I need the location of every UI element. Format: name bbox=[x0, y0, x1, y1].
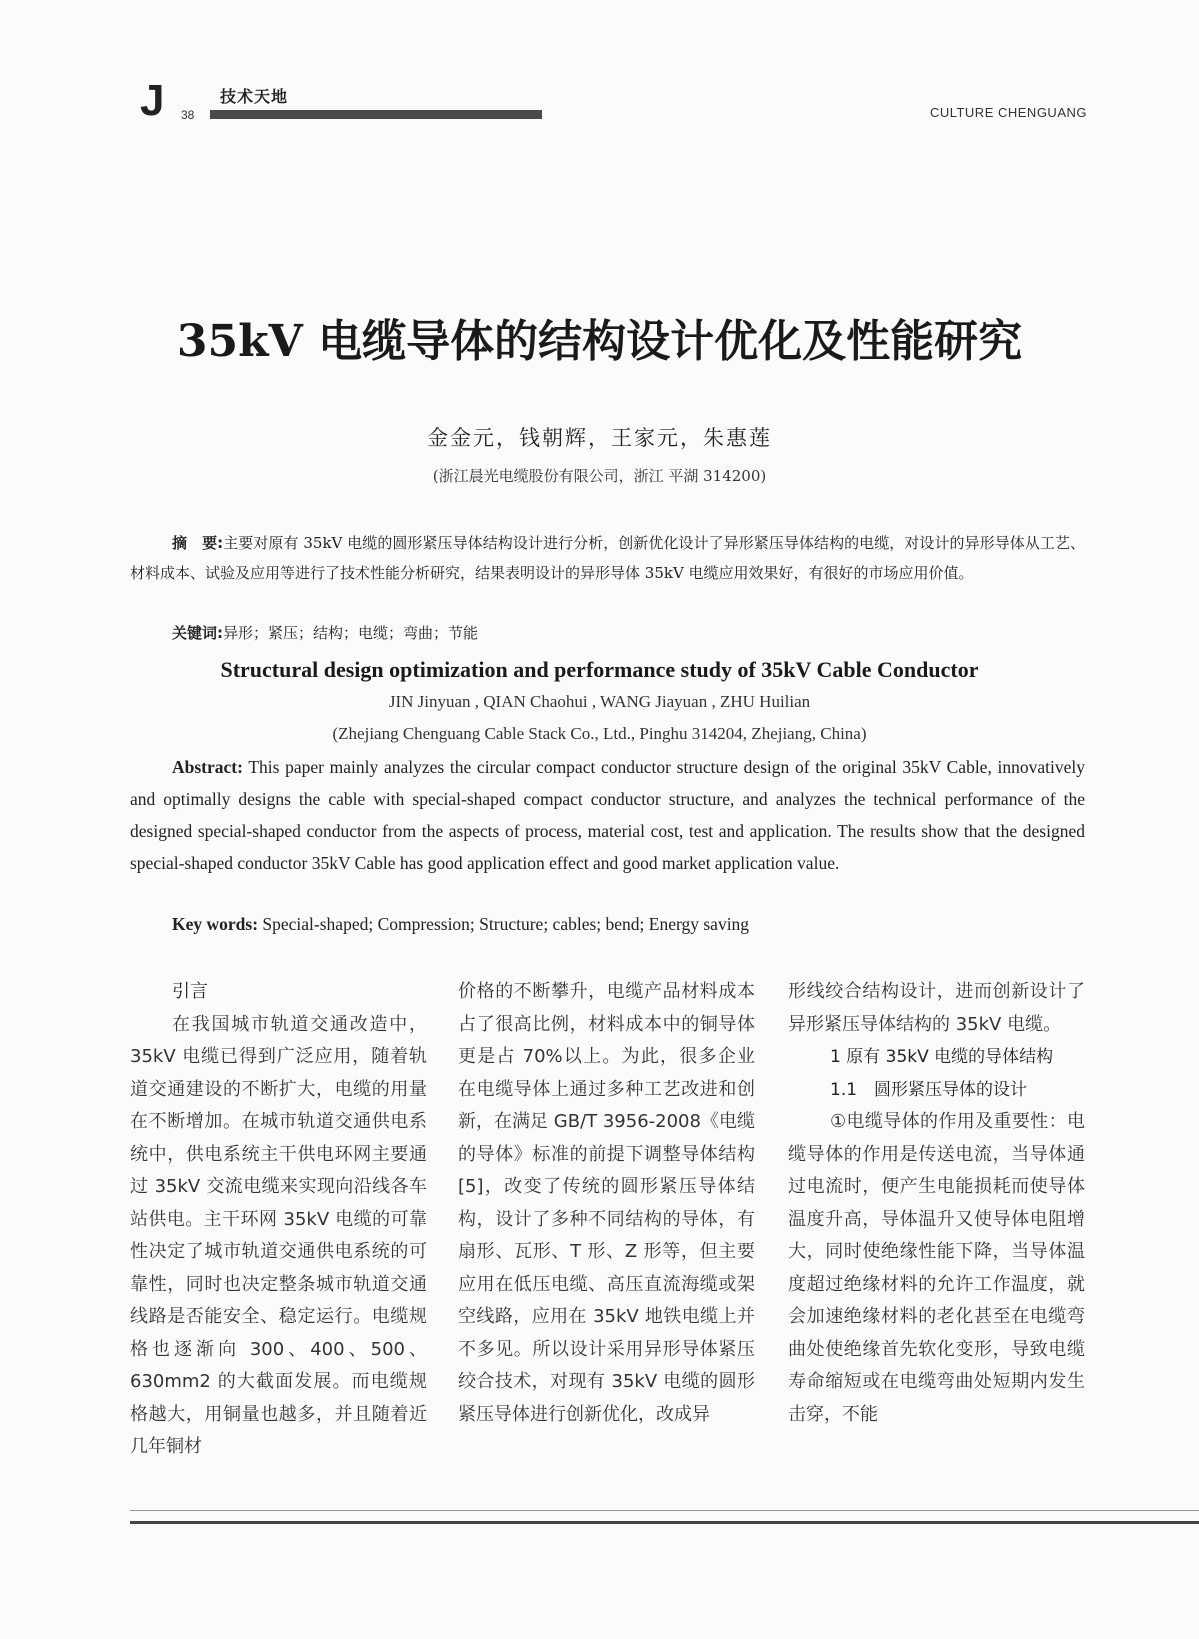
keywords-en-label: Key words: bbox=[172, 914, 259, 934]
page-number: 38 bbox=[181, 108, 195, 122]
journal-name: CULTURE CHENGUANG bbox=[929, 105, 1087, 120]
keywords-en bbox=[172, 914, 749, 935]
abstract-en-label: Abstract: bbox=[172, 757, 243, 777]
affiliation: (浙江晨光电缆股份有限公司，浙江 平湖 314200) bbox=[432, 467, 767, 485]
paper-title: 35kV 电缆导体的结构设计优化及性能研究 bbox=[176, 316, 1023, 367]
paragraph: 价格的不断攀升，电缆产品材料成本占了很高比例，材料成本中的铜导体更是占 70%以上。为此，很多企业在电缆导体上通过多种工艺改进和创新，在满足 GB/T 3956-2008《电缆的导体》标准的前提下调整导体结构[5]，改变了传统的圆形紧压导体结构，设计了多种不同结构的导体，有扇形、瓦形、T 形、Z 形等，但主要应用在低压电缆、高压直流海缆或架空线路，应用在 35kV 地铁电缆上并不多见。所以设计采用异形导体紧压绞合技术，对现有 35kV 电缆的圆形紧压导体进行创新优化，改成异 bbox=[458, 981, 755, 1425]
section-heading-1-1: 1.1 圆形紧压导体的设计 bbox=[830, 1079, 1028, 1100]
abstract-cn-text: 主要对原有 35kV 电缆的圆形紧压导体结构设计进行分析，创新优化设计了异形紧压导体结构的电缆，对设计的异形导体从工艺、材料成本、试验及应用等进行了技术性能分析研究，结果表明设计的异形导体 35kV 电缆应用效果好，有很好的市场应用价值。 bbox=[130, 534, 1086, 582]
body-column-2 bbox=[458, 976, 755, 1431]
abstract-en bbox=[130, 751, 1085, 879]
paragraph: 形线绞合结构设计，进而创新设计了异形紧压导体结构的 35kV 电缆。 bbox=[788, 981, 1085, 1035]
abstract-cn bbox=[130, 528, 1085, 588]
section-heading-1: 1 原有 35kV 电缆的导体结构 bbox=[830, 1047, 1054, 1067]
english-title: Structural design optimization and performance study of 35kV Cable Conductor bbox=[220, 657, 979, 682]
abstract-cn-label: 摘 要: bbox=[172, 534, 224, 552]
keywords-en-text: Special-shaped; Compression; Structure; cables; bend; Energy saving bbox=[258, 914, 750, 934]
body-column-1 bbox=[130, 976, 427, 1464]
paragraph: 在我国城市轨道交通改造中，35kV 电缆已得到广泛应用，随着轨道交通建设的不断扩大，电缆的用量在不断增加。在城市轨道交通供电系统中，供电系统主干供电环网主要通过 35kV 交流电缆来实现向沿线各车站供电。主干环网 35kV 电缆的可靠性决定了城市轨道交通供电系统的可靠性，同时也决定整条城市轨道交通线路是否能安全、稳定运行。电缆规格也逐渐向 300、400、500、630mm2 的大截面发展。而电缆规格越大，用铜量也越多，并且随着近几年铜材 bbox=[130, 1013, 427, 1457]
abstract-en-text: This paper mainly analyzes the circular compact conductor structure design of the original 35kV Cable, innovatively and optimally designs the cable with special-shaped compact conductor structure, and analyzes the technical performance of the designed special-shaped conductor from the aspects of process, material cost, test and application. The results show that the designed special-shaped conductor 35kV Cable has good application effect and good market application value. bbox=[130, 757, 1085, 873]
footer-rule-thick bbox=[130, 1521, 1199, 1524]
journal-letter-logo: J bbox=[140, 76, 165, 125]
authors: 金金元，钱朝辉，王家元，朱惠莲 bbox=[427, 426, 772, 450]
keywords-cn-text: 异形；紧压；结构；电缆；弯曲；节能 bbox=[223, 624, 479, 642]
paragraph: ①电缆导体的作用及重要性：电缆导体的作用是传送电流，当导体通过电流时，便产生电能损耗而使导体温度升高，导体温升又使导体电阻增大，同时使绝缘性能下降，当导体温度超过绝缘材料的允许工作温度，就会加速绝缘材料的老化甚至在电缆弯曲处使绝缘首先软化变形，导致电缆寿命缩短或在电缆弯曲处短期内发生击穿，不能 bbox=[788, 1111, 1085, 1425]
english-affiliation: (Zhejiang Chenguang Cable Stack Co., Ltd., Pinghu 314204, Zhejiang, China) bbox=[332, 724, 867, 743]
section-title: 技术天地 bbox=[220, 87, 289, 106]
footer-rule-thin bbox=[130, 1510, 1199, 1511]
body-column-3 bbox=[788, 976, 1085, 1431]
section-heading-intro: 引言 bbox=[172, 981, 208, 1002]
keywords-cn bbox=[172, 622, 478, 643]
header-bar bbox=[210, 110, 542, 119]
english-authors: JIN Jinyuan , QIAN Chaohui , WANG Jiayuan , ZHU Huilian bbox=[388, 692, 811, 711]
keywords-cn-label: 关键词: bbox=[172, 624, 223, 642]
